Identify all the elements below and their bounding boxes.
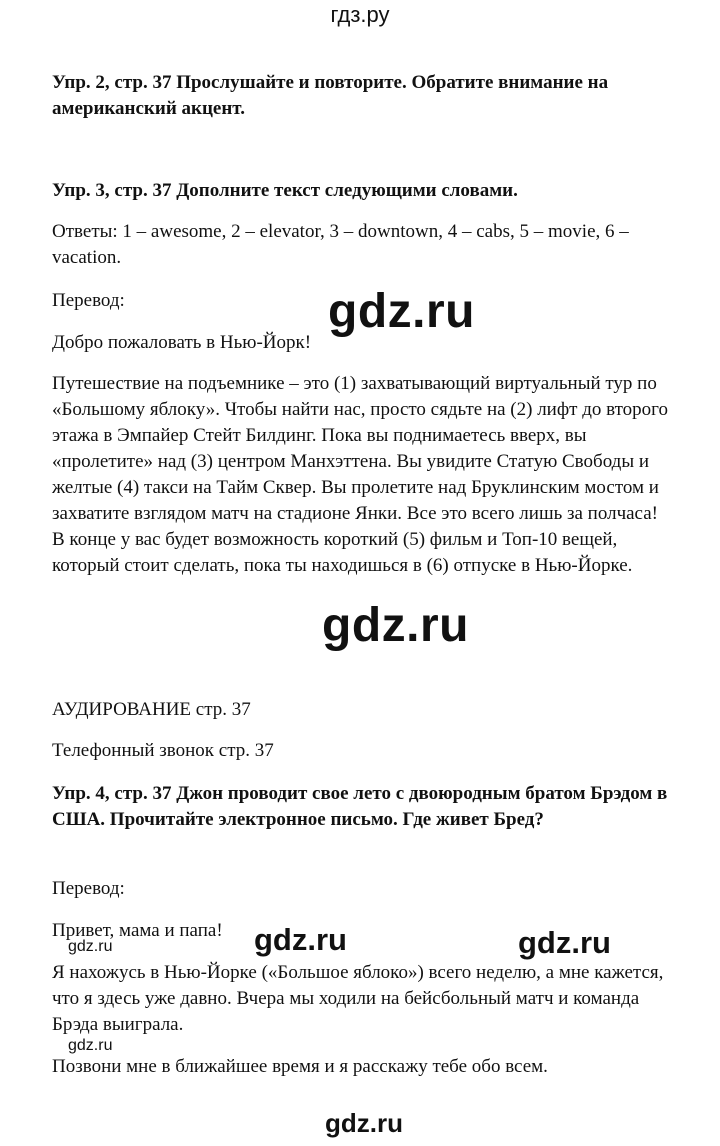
exercise-4-translation-label: Перевод: [52, 878, 125, 899]
watermark-medium-1: gdz.ru [254, 922, 347, 957]
listening-title: АУДИРОВАНИЕ стр. 37 [52, 699, 251, 720]
exercise-3-paragraph: Путешествие на подъемнике – это (1) захватывающий виртуальный тур по «Большому яблоку». Чтобы найти нас, просто сядьте на (2) лифт до второго этажа в Эмпайер Стейт Билдинг. Пока вы поднимаетесь вверх, вы «пролетите» над (3) центром Манхэттена. Вы увидите Статую Свободы и желтые (4) такси на Тайм Сквер. Вы пролетите над Бруклинским мостом и захватите взглядом матч на стадионе Янки. Все это всего лишь за полчаса! В конце у вас будет возможность короткий (5) фильм и Топ-10 вещей, который стоит сделать, пока ты находишься в (6) отпуске в Нью-Йорке. [52, 373, 669, 576]
watermark-large-1: gdz.ru [328, 285, 475, 338]
exercise-4-greeting: Привет, мама и папа! [52, 920, 223, 941]
watermark-medium-2: gdz.ru [518, 925, 611, 960]
exercise-3-answers: Ответы: 1 – awesome, 2 – elevator, 3 – downtown, 4 – cabs, 5 – movie, 6 – vacation. [52, 221, 629, 268]
exercise-3-heading: Упр. 3, стр. 37 Дополните текст следующими словами. [52, 180, 518, 201]
exercise-4-letter-text: Я нахожусь в Нью-Йорке («Большое яблоко») всего неделю, а мне кажется, что я здесь уже давно. Вчера мы ходили на бейсбольный матч и команда Брэда выиграла. [52, 962, 664, 1035]
exercise-2-heading: Упр. 2, стр. 37 Прослушайте и повторите. Обратите внимание на американский акцент. [52, 72, 609, 119]
exercise-3-translation-label: Перевод: [52, 290, 125, 311]
exercise-4-heading: Упр. 4, стр. 37 Джон проводит свое лето с двоюродным братом Брэдом в США. Прочитайте электронное письмо. Где живет Бред? [52, 783, 668, 830]
watermark-large-2: gdz.ru [322, 599, 469, 652]
site-header-watermark: гдз.ру [330, 2, 390, 27]
listening-subtitle: Телефонный звонок стр. 37 [52, 740, 274, 761]
exercise-4-letter-closing: Позвони мне в ближайшее время и я расскажу тебе обо всем. [52, 1056, 548, 1077]
watermark-small-1: gdz.ru [68, 938, 113, 955]
watermark-small-2: gdz.ru [68, 1037, 113, 1054]
footer-watermark: gdz.ru [325, 1108, 403, 1138]
exercise-3-greeting: Добро пожаловать в Нью-Йорк! [52, 332, 312, 353]
